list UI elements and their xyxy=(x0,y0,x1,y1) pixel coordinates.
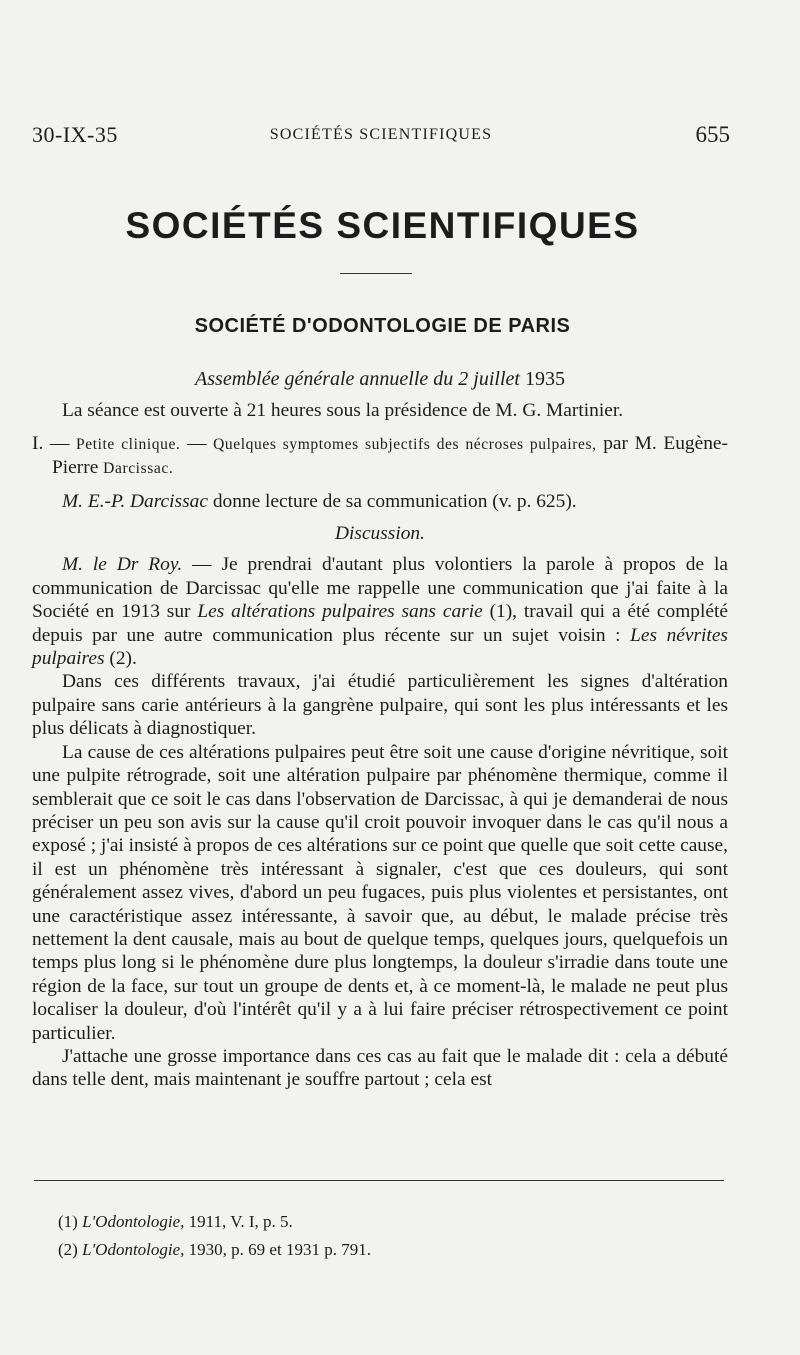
roy-speaker: M. le Dr Roy. xyxy=(62,554,183,576)
roy-text-1c: (2). xyxy=(109,648,137,670)
opening-paragraph: La séance est ouverte à 21 heures sous la présidence de M. G. Martinier. xyxy=(62,400,624,422)
footnotes xyxy=(58,1208,371,1264)
roy-paragraph-4: J'attache une grosse importance dans ces cas au fait que le malade dit : cela a débuté dans telle dent, mais maintenant je souffre partout ; cela est xyxy=(32,1045,728,1091)
roy-text-1a: — Je prendrai d'autant plus volontiers la parole à propos de la communication de Darcissac qu'elle me rappelle une communication que j'ai faite à la Société en 1913 sur xyxy=(32,554,728,623)
footnote-2-number: (2) xyxy=(58,1240,78,1259)
running-title: SOCIÉTÉS SCIENTIFIQUES xyxy=(269,126,493,143)
item-heading-1: Petite clinique. xyxy=(76,435,181,453)
page-title: SOCIÉTÉS SCIENTIFIQUES xyxy=(125,205,640,246)
page-number: 655 xyxy=(695,122,730,147)
footnote-1 xyxy=(58,1208,371,1236)
section-title: SOCIÉTÉ D'ODONTOLOGIE DE PARIS xyxy=(194,315,571,337)
footnote-2 xyxy=(58,1236,371,1264)
reading-paragraph xyxy=(32,490,728,513)
article-body xyxy=(32,368,728,1092)
footnote-divider xyxy=(34,1180,724,1181)
assembly-line xyxy=(32,368,728,391)
item-heading-2: Quelques symptomes subjectifs des nécroses pulpaires, xyxy=(213,435,597,453)
footnote-1-reference: 1911, V. I, p. 5. xyxy=(188,1212,293,1231)
footnote-1-number: (1) xyxy=(58,1212,78,1231)
assembly-year: 1935 xyxy=(524,368,565,390)
agenda-item xyxy=(32,432,728,481)
item-number: I. — xyxy=(32,432,70,454)
footnote-2-journal: L'Odontologie, xyxy=(82,1240,185,1259)
reading-text: donne lecture de sa communication (v. p. 625). xyxy=(212,490,577,512)
roy-paragraph-2: Dans ces différents travaux, j'ai étudié particulièrement les signes d'altération pulpaire sans carie antérieurs à la gangrène pulpaire, qui sont les plus intéressants et les plus délicats à diagnostiquer. xyxy=(32,671,728,740)
assembly-title: Assemblée générale annuelle du 2 juillet xyxy=(195,368,520,390)
footnote-2-reference: 1930, p. 69 et 1931 p. 791. xyxy=(188,1240,371,1259)
footnote-1-journal: L'Odontologie, xyxy=(82,1212,185,1231)
item-author-name: Darcissac. xyxy=(103,460,174,478)
running-header xyxy=(32,122,730,152)
roy-text-1b: (1), travail qui a été complété depuis par une autre communication plus récente sur un sujet voisin : xyxy=(32,601,728,646)
roy-title-2: Les névrites pulpaires xyxy=(32,624,728,670)
roy-paragraph-1 xyxy=(32,553,728,670)
item-author-prefix: par M. Eugène-Pierre xyxy=(52,432,728,479)
roy-title-1: Les altérations pulpaires sans carie xyxy=(197,601,483,623)
reading-speaker: M. E.-P. Darcissac xyxy=(62,490,208,512)
roy-paragraph-3: La cause de ces altérations pulpaires peut être soit une cause d'origine névritique, soit une pulpite rétrograde, soit une altération pulpaire par phénomène thermique, comme il semblerait que ce soit le cas dans l'observation de Darcissac, à qui je demanderai de nous préciser un peu son avis sur la cause qu'il croit pouvoir invoquer dans le cas qu'il nous a exposé ; j'ai insisté à propos de ces altérations sur ce point que quelle que soit cette cause, il est un phénomène très intéressant à signaler, c'est que ces douleurs, qui sont généralement assez vives, d'abord un peu fugaces, puis plus violentes et persistantes, ont une caractéristique assez intéressante, à savoir que, au début, le malade précise très nettement la dent causale, mais au bout de quelque temps, quelques jours, quelquefois un temps plus long si le phénomène dure plus longtemps, la douleur s'irradie dans toute une région de la face, sur tout un groupe de dents et, à ce moment-là, le malade ne peut plus localiser la douleur, d'où l'intérêt qu'il y a à lui faire préciser rétrospectivement ce point particulier. xyxy=(32,741,728,1044)
issue-date: 30-IX-35 xyxy=(32,122,118,147)
discussion-heading: Discussion. xyxy=(335,523,425,545)
title-divider xyxy=(340,273,412,274)
item-dash: — xyxy=(187,432,207,454)
